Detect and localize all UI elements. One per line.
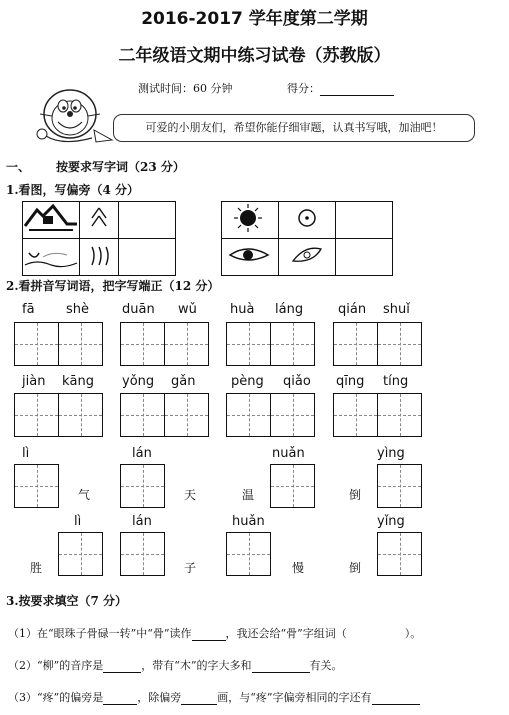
answer-blank[interactable] [192,640,226,641]
answer-cell[interactable] [336,202,393,239]
writing-box[interactable] [58,322,103,366]
given-character: 胜 [30,561,43,575]
writing-box[interactable] [226,322,271,366]
section1-title: 按要求写字词（23 分） [56,160,185,174]
given-character: 倒 [349,488,362,502]
answer-cell[interactable] [119,202,176,239]
pinyin-label: lán [132,514,152,529]
writing-box[interactable] [14,393,59,437]
writing-box[interactable] [58,393,103,437]
pinyin-label: gǎn [171,374,196,389]
pinyin-label: huǎn [232,514,265,529]
pinyin-label: fā [22,302,35,317]
q3-line2 [8,657,343,673]
pinyin-label: jiàn [22,374,46,389]
picture-cell [80,239,119,276]
q3-line1-text: ，我还会给“骨”字组词（ [225,627,347,640]
radical-picture-grid-right [221,201,393,276]
exam-title-line1: 2016-2017 学年度第二学期 [141,9,368,29]
answer-blank[interactable] [252,672,310,673]
writing-box[interactable] [14,464,59,508]
answer-blank[interactable] [372,704,420,705]
writing-box[interactable] [14,322,59,366]
writing-box[interactable] [120,532,165,576]
picture-cell [279,202,336,239]
q3-line2-text: 有关。 [309,659,343,672]
given-character: 天 [184,488,197,502]
water-picture-icon [23,239,79,271]
sun-picture-icon [222,202,278,234]
picture-cell [222,202,279,239]
answer-cell[interactable] [336,239,393,276]
pinyin-label: láng [275,302,304,317]
q3-line1-text: （1）在“眼珠子骨碌一转”中“骨”读作 [8,627,192,640]
sun-radical-hint-icon [279,202,335,234]
pinyin-label: tíng [383,374,409,389]
pinyin-label: yìng [377,446,405,461]
writing-box[interactable] [377,322,422,366]
pinyin-label: pèng [231,374,264,389]
picture-cell [222,239,279,276]
picture-cell [279,239,336,276]
pinyin-label: wǔ [178,302,197,317]
pinyin-label: qiǎo [283,374,311,389]
radical-hint-icon [80,202,118,234]
pinyin-label: duān [122,302,155,317]
writing-box[interactable] [120,393,165,437]
test-time: 测试时间：60 分钟 [138,82,233,95]
given-character: 慢 [292,561,305,575]
q2-title: 2.看拼音写词语，把字写端正（12 分） [6,279,220,293]
writing-box[interactable] [377,393,422,437]
pinyin-label: shè [66,302,90,317]
pinyin-label: qīng [336,374,365,389]
picture-cell [80,202,119,239]
q3-line3 [8,689,420,705]
writing-box[interactable] [270,322,315,366]
writing-box[interactable] [333,322,378,366]
picture-cell [23,239,80,276]
exam-title-line2: 二年级语文期中练习试卷（苏教版） [118,46,391,66]
q3-line2-text: （2）“柳”的音序是 [8,659,104,672]
pinyin-label: shuǐ [383,302,410,317]
writing-box[interactable] [333,393,378,437]
pinyin-label: lán [132,446,152,461]
pinyin-label: kāng [62,374,94,389]
q3-line3-text: ，除偏旁 [137,691,182,704]
score-field [287,80,394,96]
writing-box[interactable] [270,393,315,437]
pinyin-label: yǐng [377,514,405,529]
writing-box[interactable] [377,532,422,576]
radical-picture-grid-left [22,201,176,276]
q3-title: 3.按要求填空（7 分） [6,594,128,608]
given-character: 倒 [349,561,362,575]
pinyin-label: qián [338,302,367,317]
writing-box[interactable] [226,393,271,437]
writing-box[interactable] [164,393,209,437]
writing-box[interactable] [120,322,165,366]
q3-line3-text: （3）“疼”的偏旁是 [8,691,104,704]
writing-box[interactable] [226,532,271,576]
score-label: 得分： [287,82,320,95]
score-blank[interactable] [320,95,394,96]
given-character: 气 [78,488,91,502]
q3-line1 [8,625,421,641]
pinyin-label: nuǎn [272,446,305,461]
answer-blank[interactable] [103,672,141,673]
given-character: 温 [242,488,255,502]
water-radical-hint-icon [80,239,118,271]
answer-blank[interactable] [181,704,217,705]
writing-box[interactable] [270,464,315,508]
pinyin-label: lì [22,446,30,461]
pinyin-label: huà [230,302,255,317]
section1-number: 一、 [6,160,31,174]
given-character: 子 [184,561,197,575]
answer-cell[interactable] [119,239,176,276]
q3-line3-text: 画，与“疼”字偏旁相同的字还有 [217,691,372,704]
mountain-picture-icon [23,202,79,234]
eye-radical-hint-icon [279,239,335,271]
encouragement-bubble: 可爱的小朋友们，希望你能仔细审题，认真书写哦，加油吧！ [113,114,475,142]
cartoon-mascot-icon [32,86,116,148]
answer-blank[interactable] [103,704,137,705]
q3-line1-text: ）。 [404,627,422,640]
pinyin-label: lì [74,514,82,529]
writing-box[interactable] [164,322,209,366]
picture-cell [23,202,80,239]
q3-line2-text: ，带有“木”的字大多和 [141,659,252,672]
q1-title: 1.看图，写偏旁（4 分） [6,183,140,197]
writing-box[interactable] [58,532,103,576]
eye-picture-icon [222,239,278,271]
writing-box[interactable] [120,464,165,508]
pinyin-label: yǒng [122,374,155,389]
writing-box[interactable] [377,464,422,508]
